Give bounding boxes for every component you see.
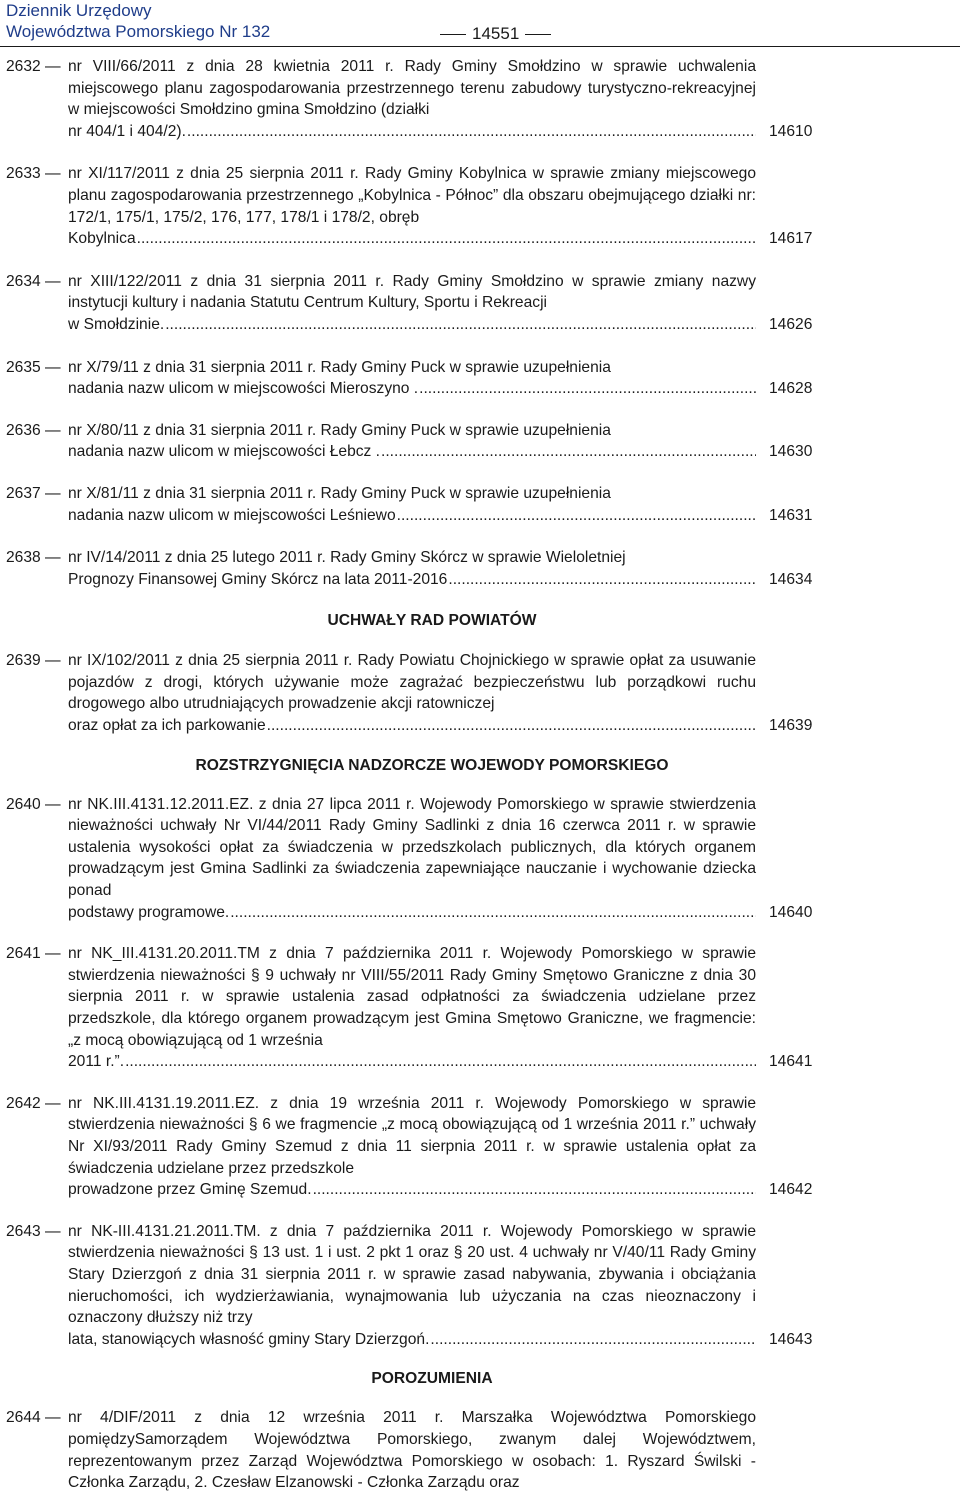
dot-leader [419,378,756,400]
dot-leader [397,505,756,527]
section-heading: UCHWAŁY RAD POWIATÓW [327,612,537,630]
entry-text: nr NK.III.4131.19.2011.EZ. z dnia 19 września 2011 r. Wojewody Pomorskiego w sprawie stwierdzenia nieważności § 6 we fragmencie „z mocą obowiązującą od 1 września 2011 r.” uchwały Nr XI/93/2011 Rady Gminy Szemud z dnia 11 sierpnia 2011 r. w sprawie ustalenia opłat za świadczenia udzielane przez przedszkole [68,1094,756,1177]
entry-page: 14641 [769,1053,813,1071]
toc-entry [0,163,960,249]
entry-last-line [68,314,756,336]
entry-text: nr NK.III.4131.12.2011.EZ. z dnia 27 lipca 2011 r. Wojewody Pomorskiego w sprawie stwierdzenia nieważności uchwały Nr VI/44/2011 Rady Gminy Sadlinki z dnia 16 czerwca 2011 r. w sprawie ustalenia wysokości opłat za świadczenia w przedszkolach publicznych, dla których organem prowadzącym jest Gmina Sadlinki za świadczenia zapewniające nauczanie i wychowanie dziecka ponad [68,795,756,900]
toc-entry [0,56,960,142]
entry-last-line [68,505,756,527]
entry-number: 2643 — [6,1221,64,1243]
page-number: 14551 [434,23,557,45]
toc-entry [0,483,960,526]
toc-content [0,56,960,1494]
toc-entry [0,1093,960,1201]
entry-page: 14610 [769,122,813,140]
dot-leader [125,1051,756,1073]
entry-last-line [68,715,756,737]
entry-last-text: Prognozy Finansowej Gminy Skórcz na lata 2011-2016 [68,570,448,588]
toc-entry [0,943,960,1073]
dot-leader [267,715,756,737]
entry-number: 2640 — [6,794,64,816]
toc-entry [0,650,960,736]
entry-number: 2638 — [6,547,64,569]
entry-last-line [68,902,756,924]
entry-last-line [68,1179,756,1201]
entry-text: nr 4/DIF/2011 z dnia 12 września 2011 r. Marszałka Województwa Pomorskiego pomiędzySamorządem Województwa Pomorskiego, zwanym dalej Województwem, reprezentowanym przez Zarząd Województwa Pomorskiego w osobach: 1. Ryszard Świlski - Członka Zarządu, 2. Czesław Elzanowski - Członka Zarządu oraz [68,1409,756,1492]
entry-number: 2644 — [6,1407,64,1429]
entry-last-text: lata, stanowiących własność gminy Stary Dzierzgoń. [68,1330,430,1348]
toc-entry [0,271,960,336]
entry-page: 14628 [769,380,813,398]
toc-entry [0,357,960,400]
dot-leader [230,902,756,924]
entry-last-text: nr 404/1 i 404/2). [68,122,186,140]
entry-last-text: 2011 r.”. [68,1053,125,1071]
entry-last-text: oraz opłat za ich parkowanie [68,717,266,735]
entry-number: 2634 — [6,271,64,293]
toc-entry [0,1221,960,1351]
entry-last-text: nadania nazw ulicom w miejscowości Mieroszyno . [68,380,419,398]
entry-number: 2636 — [6,420,64,442]
journal-issue: Województwa Pomorskiego Nr 132 [6,22,271,41]
entry-page: 14643 [769,1330,813,1348]
entry-number: 2633 — [6,163,64,185]
entry-page: 14626 [769,315,813,333]
toc-entry [0,547,960,590]
entry-number: 2632 — [6,56,64,78]
entry-text: nr X/81/11 z dnia 31 sierpnia 2011 r. Rady Gminy Puck w sprawie uzupełnienia [68,484,611,502]
header-rule [0,46,960,47]
entry-text: nr NK_III.4131.20.2011.TM z dnia 7 października 2011 r. Wojewody Pomorskiego w sprawie stwierdzenia nieważności § 9 uchwały nr VIII/55/2011 Rady Gminy Smętowo Graniczne z dnia 30 sierpnia 2011 r. w sprawie ustalenia zasad odpłatności za świadczenia udzielane przez przedszkole, dla którego organem prowadzącym jest Gmina Smętowo Graniczne, we fragmencie: „z mocą obowiązującą od 1 września [68,945,756,1049]
dot-leader [187,121,756,143]
entry-text: nr IX/102/2011 z dnia 25 sierpnia 2011 r. Rady Powiatu Chojnickiego w sprawie opłat za usuwanie pojazdów z drogi, których używanie może zagrażać bezpieczeństwu lub porządkowi ruchu drogowego albo utrudniających prowadzenie akcji ratowniczej [68,652,756,713]
section-heading: ROZSTRZYGNIĘCIA NADZORCZE WOJEWODY POMORSKIEGO [195,756,669,774]
entry-text: nr X/79/11 z dnia 31 sierpnia 2011 r. Rady Gminy Puck w sprawie uzupełnienia [68,358,611,376]
section-heading: POROZUMIENIA [371,1370,493,1388]
entry-text: nr VIII/66/2011 z dnia 28 kwietnia 2011 r. Rady Gminy Smołdzino w sprawie uchwalenia miejscowego planu zagospodarowania przestrzennego terenu zabudowy turystyczno-rekreacyjnej w miejscowości Smołdzino gmina Smołdzino (działki [68,58,756,119]
entry-number: 2637 — [6,483,64,505]
entry-last-text: prowadzone przez Gminę Szemud. [68,1181,312,1199]
entry-page: 14631 [769,506,813,524]
toc-entry [0,420,960,463]
entry-last-text: podstawy programowe. [68,903,230,921]
entry-last-line [68,1051,756,1073]
dot-leader [430,1329,756,1351]
entry-text: nr XI/117/2011 z dnia 25 sierpnia 2011 r. Rady Gminy Kobylnica w sprawie zmiany miejscowego planu zagospodarowania przestrzennego „Kobylnica - Północ” dla obszaru obejmującego działki nr: 172/1, 175/1, 175/2, 176, 177, 178/1 i 178/2, obręb [68,165,756,226]
dot-leader [381,441,756,463]
entry-last-line [68,441,756,463]
entry-page: 14639 [769,717,813,735]
entry-number: 2639 — [6,650,64,672]
dot-leader [137,228,756,250]
entry-last-text: nadania nazw ulicom w miejscowości Łebcz . [68,443,381,461]
journal-title: Dziennik Urzędowy [6,1,152,20]
dot-leader [448,569,756,591]
entry-page: 14617 [769,230,813,248]
entry-last-text: w Smołdzinie. [68,315,165,333]
dot-leader [313,1179,756,1201]
page-header [6,0,954,48]
entry-text: nr XIII/122/2011 z dnia 31 sierpnia 2011 r. Rady Gminy Smołdzino w sprawie zmiany nazwy instytucji kultury i nadania Statutu Centrum Kultury, Sportu i Rekreacji [68,272,756,312]
entry-page: 14640 [769,903,813,921]
entry-last-text: Kobylnica [68,230,136,248]
toc-entry [0,794,960,924]
entry-last-line [68,569,756,591]
entry-number: 2635 — [6,357,64,379]
entry-number: 2642 — [6,1093,64,1115]
entry-last-text: nadania nazw ulicom w miejscowości Leśniewo [68,506,396,524]
entry-text: nr X/80/11 z dnia 31 sierpnia 2011 r. Rady Gminy Puck w sprawie uzupełnienia [68,421,611,439]
entry-text: nr IV/14/2011 z dnia 25 lutego 2011 r. Rady Gminy Skórcz w sprawie Wieloletniej [68,549,626,567]
entry-text: nr NK-III.4131.21.2011.TM. z dnia 7 października 2011 r. Wojewody Pomorskiego w sprawie stwierdzenia nieważności § 13 ust. 1 i ust. 2 pkt 1 oraz § 20 ust. 4 uchwały nr V/40/11 Rady Gminy Stary Dzierzgoń z dnia 31 sierpnia 2011 r. w sprawie zasad nabywania, zbywania i obciążania nieruchomości, ich wydzierżawiania, wynajmowania lub użyczania na czas nieoznaczony i oznaczony dłuższy niż trzy [68,1222,756,1327]
entry-number: 2641 — [6,943,64,965]
entry-last-line [68,228,756,250]
entry-page: 14642 [769,1181,813,1199]
toc-entry [0,1407,960,1493]
entry-last-line [68,1329,756,1351]
dot-leader [165,314,756,336]
entry-page: 14634 [769,570,813,588]
entry-last-line [68,121,756,143]
entry-last-line [68,378,756,400]
entry-page: 14630 [769,443,813,461]
